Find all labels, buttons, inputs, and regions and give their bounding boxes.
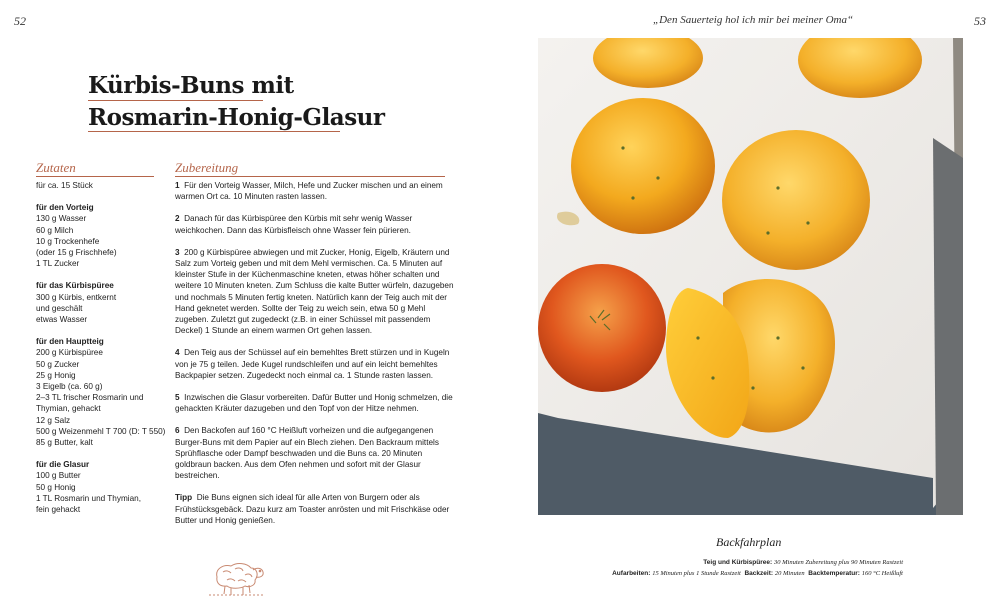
ingredient-item: 200 g Kürbispüree [36,348,103,358]
recipe-title-line-2: Rosmarin-Honig-Glasur [88,104,385,131]
ingredient-group-hauptteig [36,336,166,448]
ingredient-group-vorteig [36,202,161,269]
preparation-step [175,425,455,481]
preparation-step [175,213,455,235]
page-number-left: 52 [14,14,26,28]
step-number: 4 [175,348,180,358]
ingredient-item: 2–3 TL frischer Rosmarin und [36,393,144,403]
ingredient-item: 1 TL Rosmarin und Thymian, [36,493,141,503]
recipe-photo [538,38,963,515]
ingredient-item: 25 g Honig [36,370,76,380]
recipe-title-line-1: Kürbis-Buns mit [88,72,294,99]
plan-label: Backtemperatur: [808,570,860,577]
plan-value: 30 Minuten Zubereitung plus 90 Minuten Rastzeit [773,559,903,566]
plan-value: 160 °C Heißluft [861,570,903,577]
preparation-step [175,180,455,202]
ingredient-item: 60 g Milch [36,225,74,235]
page-number-right: 53 [974,14,986,28]
step-number: 1 [175,181,180,190]
backfahrplan-title: Backfahrplan [716,535,782,549]
title-underline-2 [88,131,340,132]
step-text: 200 g Kürbispüree abwiegen und mit Zucker, Honig, Eigelb, Kräutern und Salz zum Vorteig geben und mit dem Mehl vermischen. Ca. 5 Minuten auf kleinster Stufe in der Küchenmaschine kneten, etwas höher schalten und weitere 10 Minuten kneten. Zum Schluss die kalte Butter würfeln, dazugeben und nochmals 5 Minuten fertig kneten. Natürlich kann der Teig auch mit der Hand geknetet werden. Sollte der Teig zu weich sein, etwa 50 g Mehl zugeben. Zuletzt gut zugedeckt (z.B. in einer Schüssel mit passendem Deckel) 1 Stunde an einem warmen Ort gehen lassen. [175,247,454,336]
tip-label: Tipp [175,493,193,503]
preparation-steps [175,180,455,537]
preparation-step [175,392,455,414]
ingredient-item: 3 Eigelb (ca. 60 g) [36,382,103,392]
step-text: Für den Vorteig Wasser, Milch, Hefe und Zucker mischen und an einem warmen Ort ca. 10 Minuten rasten lassen. [175,181,443,202]
ingredient-item: 500 g Weizenmehl T 700 (D: T 550) [36,426,166,436]
ingredient-item: 10 g Trockenhefe [36,236,100,246]
plan-value: 20 Minuten [774,570,805,577]
backfahrplan-line-1 [703,558,903,567]
ingredient-item: fein gehackt [36,505,81,515]
ingredient-item: 1 TL Zucker [36,259,80,269]
sheep-illustration-icon [205,555,267,597]
ingredient-group-heading: für die Glasur [36,460,90,470]
ingredient-item: (oder 15 g Frischhefe) [36,248,117,258]
preparation-step [175,247,455,337]
preparation-heading: Zubereitung [175,160,239,175]
ingredient-item: Thymian, gehackt [36,404,101,414]
plan-label: Backzeit: [744,570,774,577]
ingredients-list [36,180,166,515]
ingredient-item: und geschält [36,303,83,313]
ingredient-item: 50 g Zucker [36,359,80,369]
backfahrplan-line-2 [612,569,903,578]
preparation-heading-rule [175,176,445,177]
step-text: Den Teig aus der Schüssel auf ein bemehltes Brett stürzen und in Kugeln von je 75 g teilen. Jede Kugel rundschleifen und auf ein leicht bemehltes Backpapier setzen. Zugedeckt noch einmal ca. 1 Stunde rasten lassen. [175,348,450,380]
tip-text: Die Buns eignen sich ideal für alle Arten von Burgern oder als Frühstücksgebäck. Dazu kurz am Toaster anrösten und mit Frischkäse oder Butter und Honig genießen. [175,493,450,525]
step-text: Danach für das Kürbispüree den Kürbis mit sehr wenig Wasser weichkochen. Dann das Kürbisfleisch ohne Wasser fein pürieren. [175,214,413,235]
preparation-step [175,347,455,381]
ingredient-group-heading: für den Vorteig [36,203,94,213]
ingredient-item: 300 g Kürbis, entkernt [36,292,117,302]
ingredient-group-heading: für das Kürbispüree [36,281,114,291]
step-text: Inzwischen die Glasur vorbereiten. Dafür Butter und Honig schmelzen, die gehackten Kräuter dazugeben und den Topf von der Hitze nehmen. [175,393,453,414]
title-underline-1 [88,100,263,101]
running-header-quote: „Den Sauerteig hol ich mir bei meiner Oma“ [653,14,854,26]
ingredient-item: etwas Wasser [36,315,88,325]
ingredient-item: 130 g Wasser [36,214,87,224]
ingredient-item: 50 g Honig [36,482,76,492]
ingredient-item: 100 g Butter [36,471,81,481]
step-number: 2 [175,214,180,224]
tip-paragraph [175,492,455,526]
plan-label: Aufarbeiten: [612,570,651,577]
plan-value: 15 Minuten plus 1 Stunde Rastzeit [652,570,741,577]
step-number: 5 [175,393,180,403]
ingredient-item: 85 g Butter, kalt [36,438,93,448]
step-number: 6 [175,426,180,436]
ingredient-group-kuerbispueree [36,280,161,325]
plan-label: Teig und Kürbispüree: [703,559,773,566]
ingredient-group-heading: für den Hauptteig [36,337,104,347]
ingredient-group-glasur [36,459,161,515]
ingredients-heading-rule [36,176,154,177]
ingredients-heading: Zutaten [36,160,76,175]
step-text: Den Backofen auf 160 °C Heißluft vorheizen und die aufgegangenen Burger-Buns mit dem Papier auf ein Blech ziehen. Den Backraum mittels Sprühflasche oder Dampf beschwaden und die Buns ca. 20 Minuten goldbraun backen. Aus dem Ofen nehmen und sofort mit der Glasur bestreichen. [175,426,439,481]
recipe-yield: für ca. 15 Stück [36,181,93,190]
ingredient-item: 12 g Salz [36,415,71,425]
step-number: 3 [175,247,180,257]
